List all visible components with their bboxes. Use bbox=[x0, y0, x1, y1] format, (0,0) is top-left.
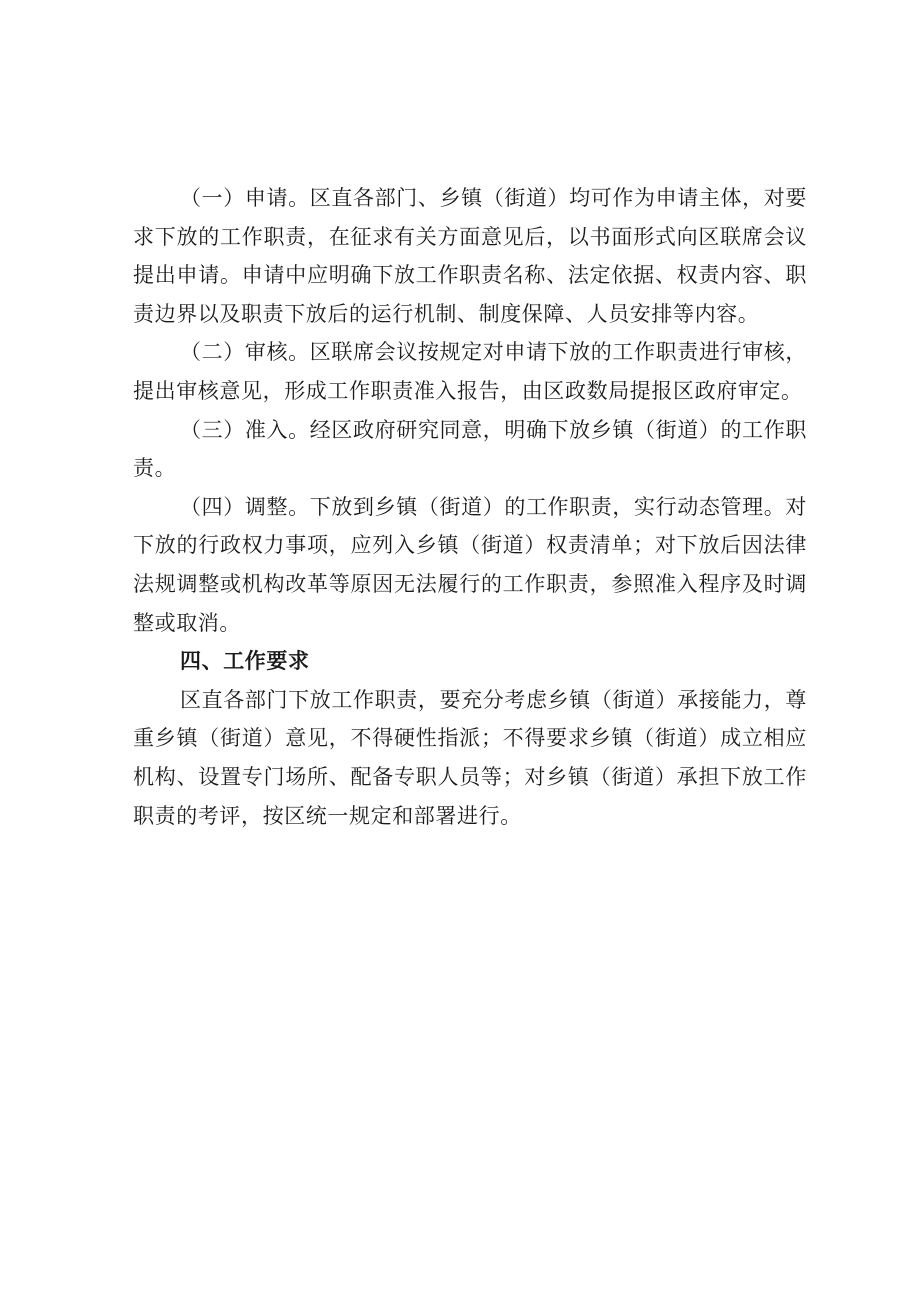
document-body bbox=[133, 179, 807, 835]
paragraph-adjustment: （四）调整。下放到乡镇（街道）的工作职责，实行动态管理。对下放的行政权力事项，应列入乡镇（街道）权责清单；对下放后因法律法规调整或机构改革等原因无法履行的工作职责，参照准入程序及时调整或取消。 bbox=[133, 494, 807, 635]
paragraph-admission: （三）准入。经区政府研究同意，明确下放乡镇（街道）的工作职责。 bbox=[133, 417, 807, 481]
section-heading-work-requirements: 四、工作要求 bbox=[180, 649, 310, 674]
paragraph-work-requirements: 区直各部门下放工作职责，要充分考虑乡镇（街道）承接能力，尊重乡镇（街道）意见，不得硬性指派；不得要求乡镇（街道）成立相应机构、设置专门场所、配备专职人员等；对乡镇（街道）承担下放工作职责的考评，按区统一规定和部署进行。 bbox=[133, 687, 807, 828]
paragraph-application: （一）申请。区直各部门、乡镇（街道）均可作为申请主体，对要求下放的工作职责，在征求有关方面意见后，以书面形式向区联席会议提出申请。申请中应明确下放工作职责名称、法定依据、权责内容、职责边界以及职责下放后的运行机制、制度保障、人员安排等内容。 bbox=[133, 186, 807, 326]
paragraph-review: （二）审核。区联席会议按规定对申请下放的工作职责进行审核，提出审核意见，形成工作职责准入报告，由区政数局提报区政府审定。 bbox=[133, 340, 807, 403]
